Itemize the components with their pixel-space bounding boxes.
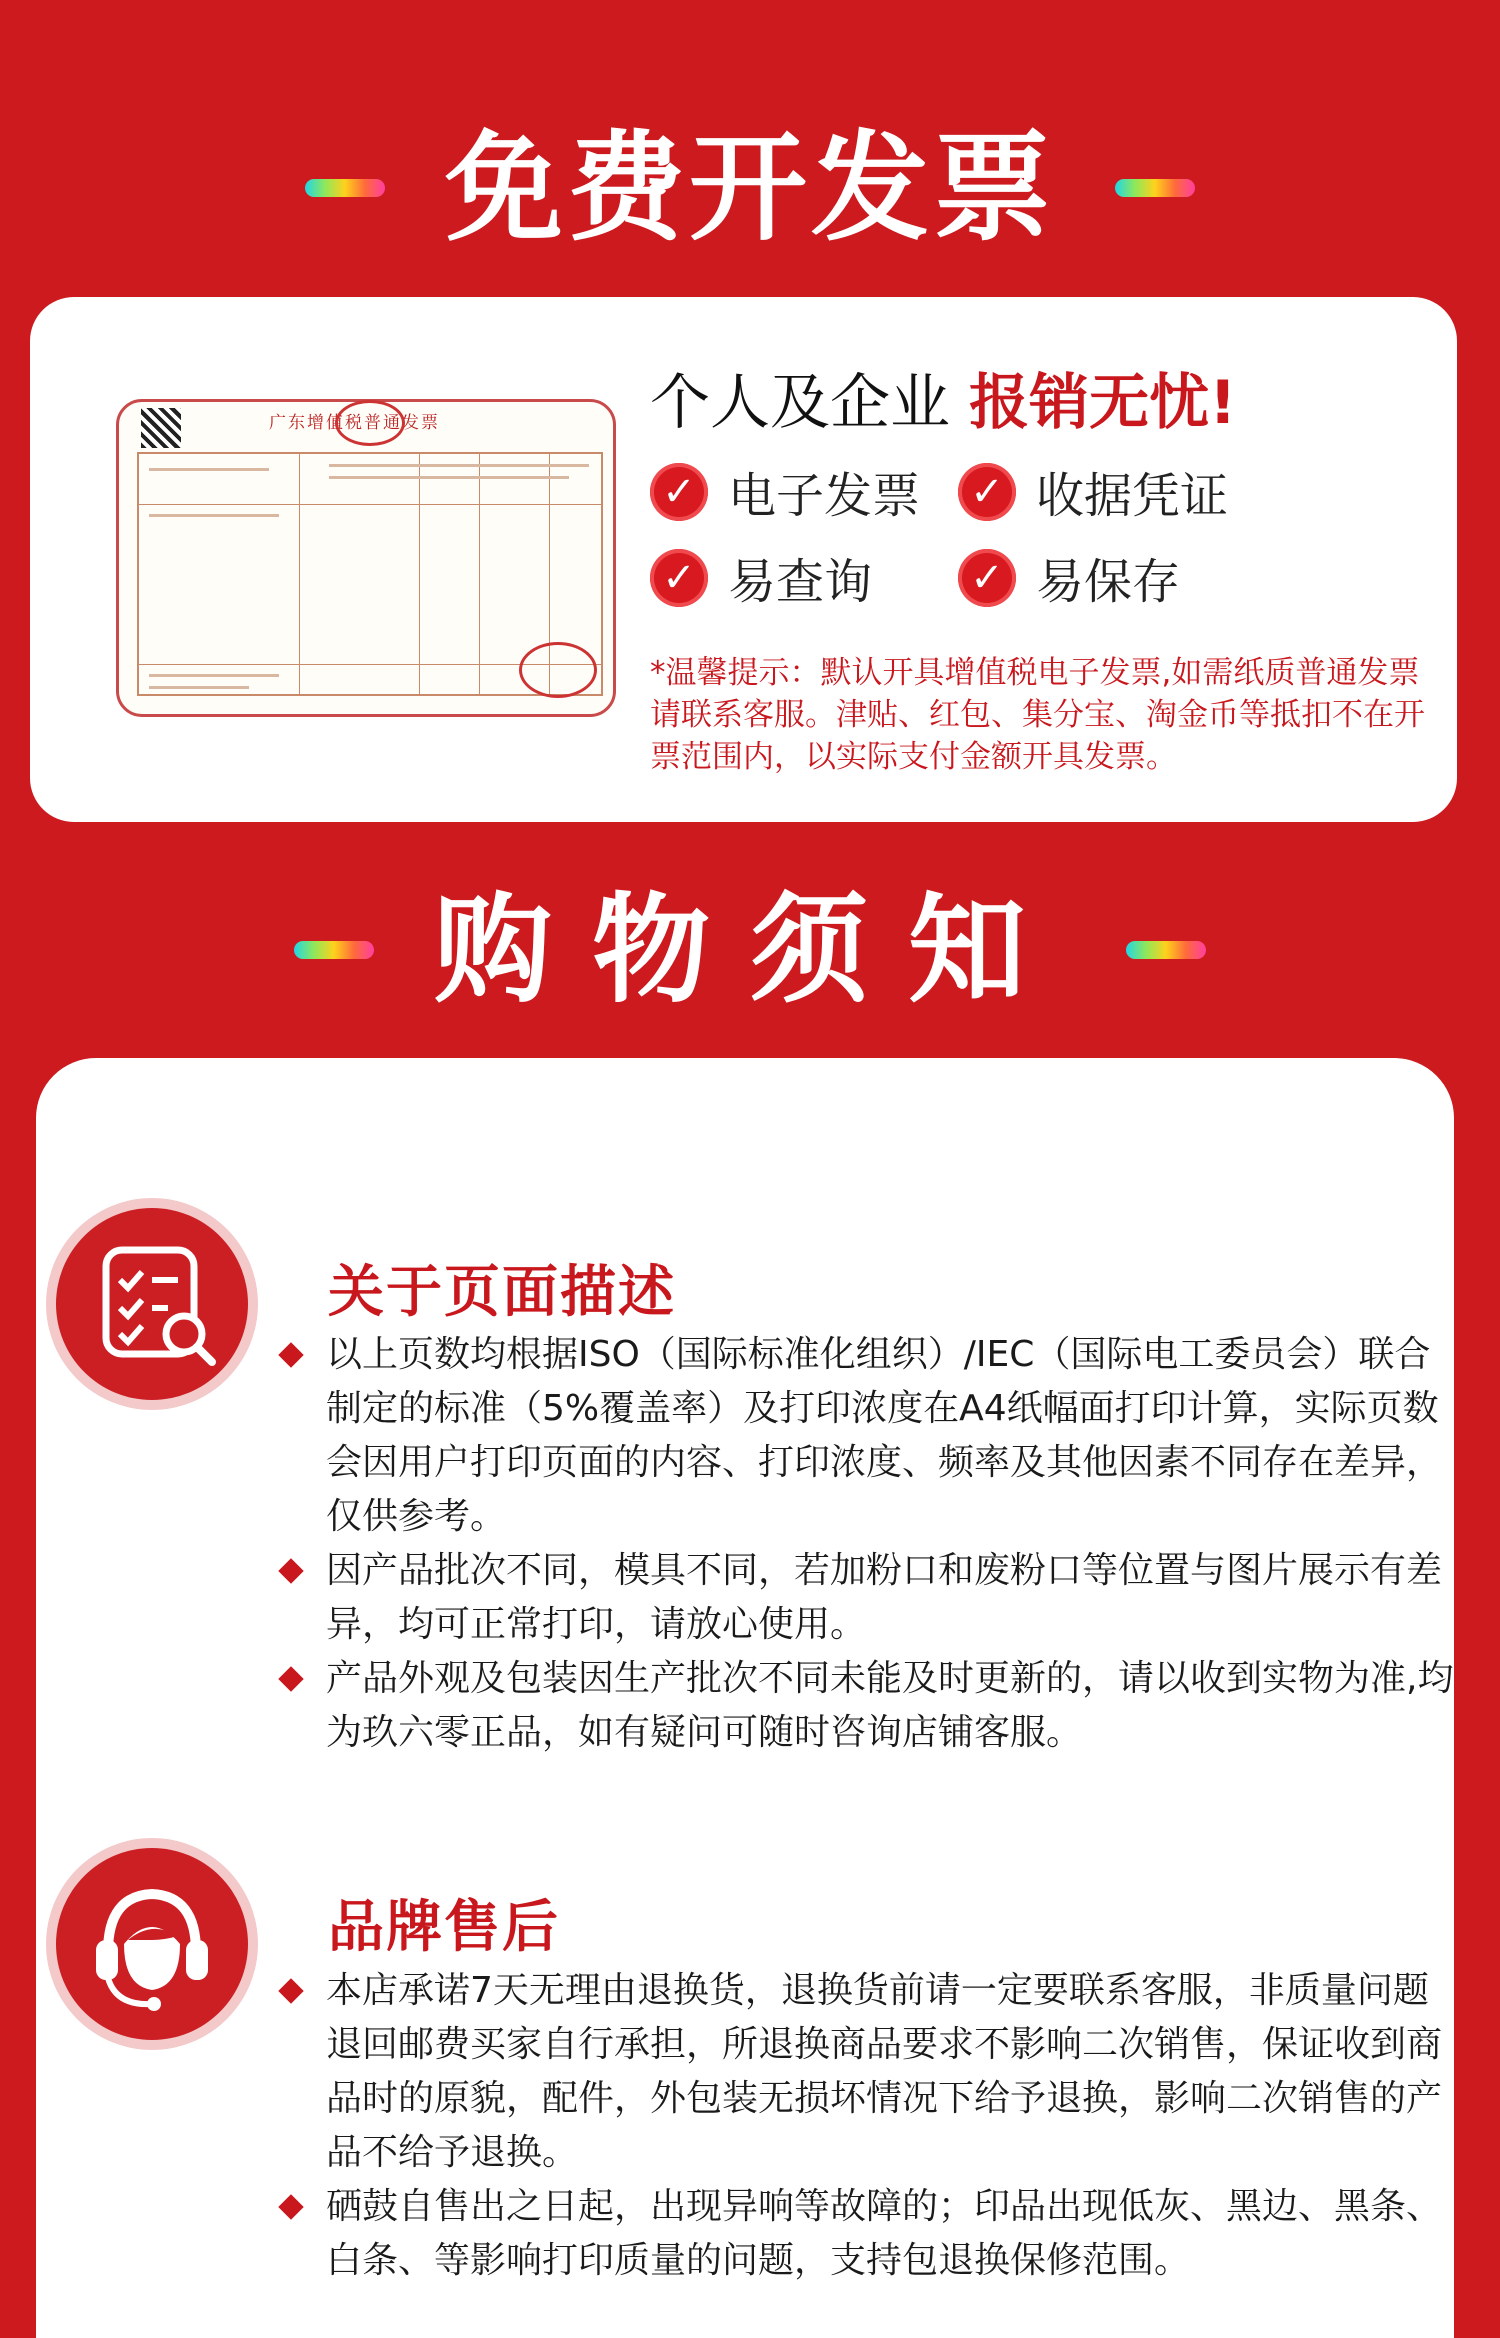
invoice-section-title <box>0 118 1500 258</box>
stamp-icon <box>335 400 405 446</box>
rainbow-bar-left <box>305 179 385 197</box>
headline-highlight: 报销无忧! <box>969 368 1237 438</box>
list-item: 硒鼓自售出之日起，出现异响等故障的；印品出现低灰、黑边、黑条、白条、等影响打印质量的问题，支持包退换保修范围。 <box>276 2180 1456 2288</box>
feature-item: ✓ 电子发票 <box>650 457 920 526</box>
invoice-headline <box>650 355 1236 441</box>
invoice-tip: *温馨提示：默认开具增值税电子发票,如需纸质普通发票请联系客服。津贴、红包、集分宝、淘金币等抵扣不在开票范围内，以实际支付金额开具发票。 <box>650 655 1425 775</box>
check-icon: ✓ <box>650 463 708 521</box>
rainbow-bar-right <box>1115 179 1195 197</box>
check-icon: ✓ <box>650 549 708 607</box>
invoice-sample-image <box>116 399 616 717</box>
notice-title-text: 购物须知 <box>433 881 1066 1019</box>
list-item: 本店承诺7天无理由退换货，退换货前请一定要联系客服，非质量问题退回邮费买家自行承担，所退换商品要求不影响二次销售，保证收到商品时的原貌，配件，外包装无损坏情况下给予退换，影响二次销售的产品不给予退换。 <box>276 1964 1456 2180</box>
page-description-list <box>276 1328 1456 1760</box>
customer-service-icon <box>56 1848 248 2040</box>
check-icon: ✓ <box>958 463 1016 521</box>
qr-code-icon <box>141 408 181 448</box>
page-description-heading: 关于页面描述 <box>328 1260 676 1325</box>
invoice-title-text: 免费开发票 <box>444 119 1055 257</box>
check-icon: ✓ <box>958 549 1016 607</box>
list-item: 以上页数均根据ISO（国际标准化组织）/IEC（国际电工委员会）联合制定的标准（5%覆盖率）及打印浓度在A4纸幅面打印计算，实际页数会因用户打印页面的内容、打印浓度、频率及其他因素不同存在差异，仅供参考。 <box>276 1328 1456 1544</box>
list-item: 因产品批次不同，模具不同，若加粉口和废粉口等位置与图片展示有差异，均可正常打印，请放心使用。 <box>276 1544 1456 1652</box>
notice-card <box>36 1058 1454 2338</box>
invoice-image-title: 广东增值税普通发票 <box>269 413 440 433</box>
rainbow-bar-right <box>1126 941 1206 959</box>
after-sales-heading: 品牌售后 <box>328 1895 560 1960</box>
list-item: 产品外观及包装因生产批次不同未能及时更新的，请以收到实物为准,均为玖六零正品，如有疑问可随时咨询店铺客服。 <box>276 1652 1456 1760</box>
checklist-search-icon <box>56 1208 248 1400</box>
rainbow-bar-left <box>294 941 374 959</box>
after-sales-list <box>276 1964 1456 2288</box>
headline-plain: 个人及企业 <box>650 368 950 438</box>
invoice-card <box>30 297 1457 822</box>
feature-item: ✓ 收据凭证 <box>958 457 1228 526</box>
stamp-icon <box>519 642 597 698</box>
feature-item: ✓ 易保存 <box>958 543 1180 612</box>
notice-section-title <box>0 880 1500 1040</box>
feature-item: ✓ 易查询 <box>650 543 872 612</box>
